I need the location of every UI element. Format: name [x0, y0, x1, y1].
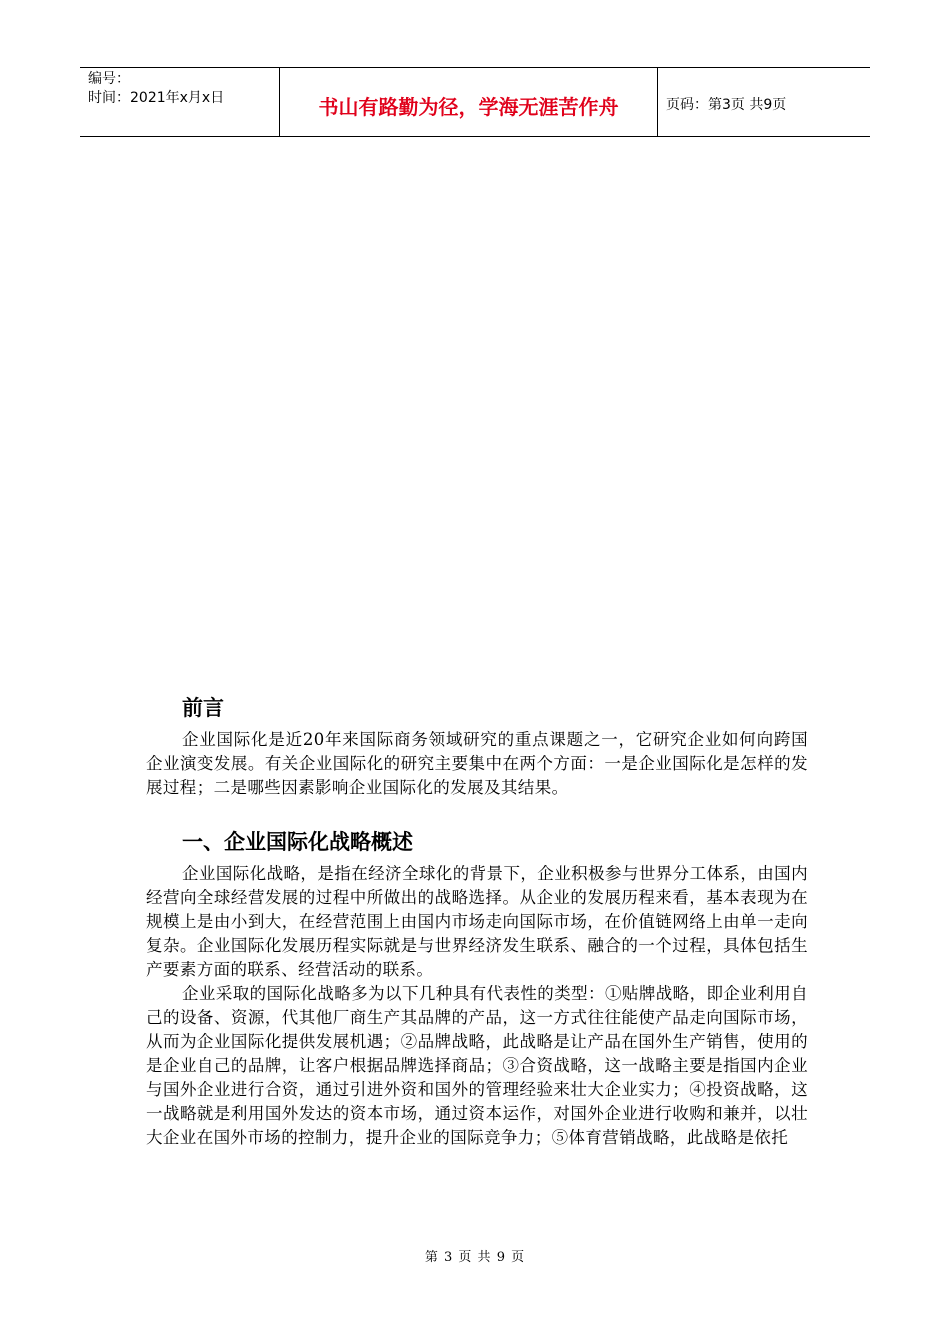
- page-footer: 第 3 页 共 9 页: [424, 1250, 526, 1265]
- section-title-preface: 前言: [182, 696, 224, 720]
- document-time-label: 时间：2021年x月x日: [88, 90, 225, 106]
- header-motto: 书山有路勤为径，学海无涯苦作舟: [280, 68, 658, 136]
- header-meta: [80, 68, 280, 136]
- page-header: [80, 67, 870, 137]
- preface-paragraph: 企业国际化是近20年来国际商务领域研究的重点课题之一，它研究企业如何向跨国企业演变发展。有关企业国际化的研究主要集中在两个方面：一是企业国际化是怎样的发展过程；二是哪些因素影响企业国际化的发展及其结果。: [146, 730, 808, 797]
- overview-paragraph-1: 企业国际化战略，是指在经济全球化的背景下，企业积极参与世界分工体系，由国内经营向全球经营发展的过程中所做出的战略选择。从企业的发展历程来看，基本表现为在规模上是由小到大，在经营范围上由国内市场走向国际市场，在价值链网络上由单一走向复杂。企业国际化发展历程实际就是与世界经济发生联系、融合的一个过程，具体包括生产要素方面的联系、经营活动的联系。: [146, 864, 808, 979]
- document-number-label: 编号：: [88, 71, 130, 87]
- overview-paragraph-2: 企业采取的国际化战略多为以下几种具有代表性的类型：①贴牌战略，即企业利用自己的设备、资源，代其他厂商生产其品牌的产品，这一方式往往能使产品走向国际市场，从而为企业国际化提供发展机遇；②品牌战略，此战略是让产品在国外生产销售，使用的是企业自己的品牌，让客户根据品牌选择商品；③合资战略，这一战略主要是指国内企业与国外企业进行合资，通过引进外资和国外的管理经验来壮大企业实力；④投资战略，这一战略就是利用国外发达的资本市场，通过资本运作，对国外企业进行收购和兼并，以壮大企业在国外市场的控制力，提升企业的国际竞争力；⑤体育营销战略，此战略是依托: [146, 984, 808, 1147]
- section-title-overview: 一、企业国际化战略概述: [182, 830, 413, 854]
- document-body: [146, 688, 808, 1150]
- header-page-info: 页码：第3页 共9页: [666, 97, 787, 113]
